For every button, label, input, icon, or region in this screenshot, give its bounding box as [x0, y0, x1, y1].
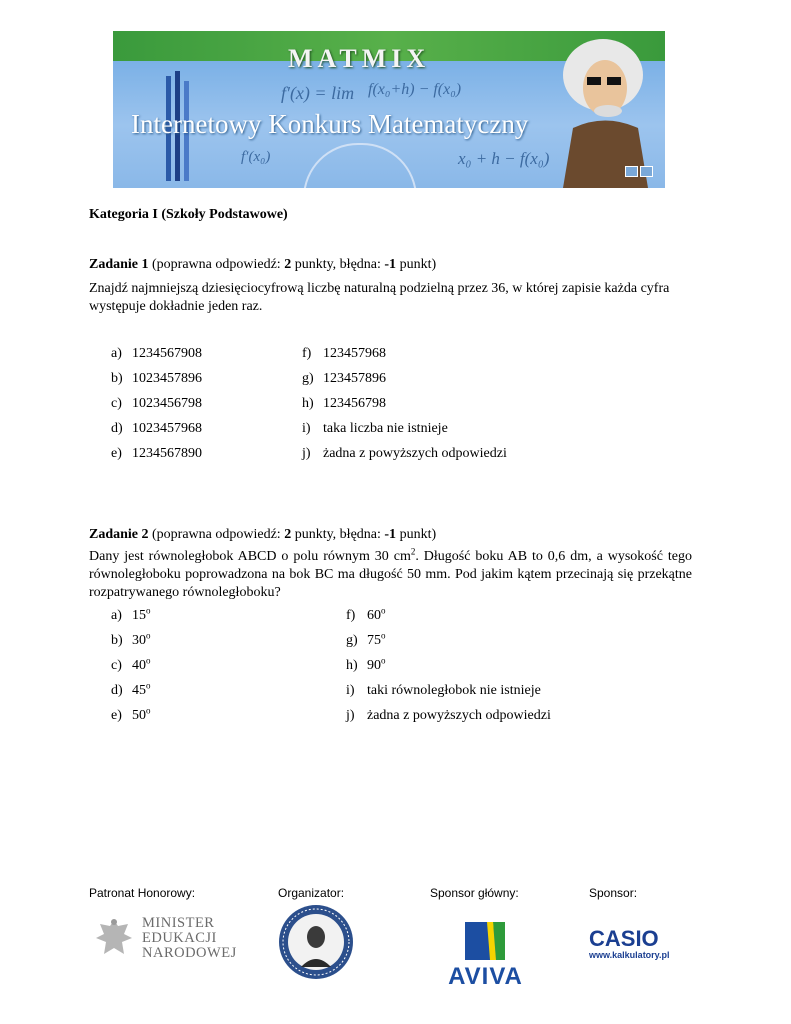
banner-nav-icons — [623, 164, 653, 182]
answer-option — [111, 395, 202, 413]
banner-formula: x₀ + h − f(x₀) — [458, 149, 550, 168]
degree-mark: o — [381, 630, 386, 641]
option-key: e) — [111, 708, 122, 723]
banner-formula: f′(x) = lim — [281, 83, 355, 103]
answer-option — [111, 657, 151, 675]
degree-mark: o — [146, 655, 151, 666]
mail-icon[interactable] — [625, 166, 638, 177]
option-value: żadna z powyższych odpowiedzi — [367, 708, 551, 723]
task2-heading — [89, 526, 689, 544]
task2-text-b: . Długość boku AB to 0,6 dm, a wysokość tego równoległoboku poprowadzona na bok BC ma długość 50 mm. Pod jakim kątem przecinają się przekątne rozpatrywanego równoległoboku? — [89, 549, 693, 600]
casio-wordmark: CASIO — [589, 926, 659, 951]
option-key: b) — [111, 371, 123, 386]
option-value: 1023456798 — [132, 396, 202, 411]
footer-label-sponsor: Sponsor: — [589, 886, 638, 900]
answer-option — [111, 682, 151, 700]
answer-option — [346, 607, 386, 625]
footer-label-main-sponsor: Sponsor główny: — [430, 886, 519, 900]
ministry-text — [142, 916, 237, 961]
option-value: 75 — [367, 633, 381, 648]
answer-option — [111, 632, 151, 650]
answer-option — [346, 682, 541, 700]
degree-mark: o — [381, 605, 386, 616]
protractor-icon — [303, 143, 417, 188]
aviva-logo[interactable] — [438, 918, 533, 990]
task1-title: Zadanie 1 — [89, 257, 149, 272]
header-banner — [113, 31, 665, 188]
answer-option — [111, 445, 202, 463]
option-key: d) — [111, 421, 123, 436]
option-key: d) — [111, 683, 123, 698]
points-text: punkty, błędna: — [291, 257, 385, 272]
casio-logo[interactable] — [589, 928, 694, 964]
option-key: g) — [302, 371, 314, 386]
eagle-emblem-icon — [94, 916, 134, 964]
option-value: 1023457896 — [132, 371, 202, 386]
points-text: punkty, błędna: — [291, 527, 385, 542]
option-value: 1234567908 — [132, 346, 202, 361]
points-text: punkt) — [396, 527, 437, 542]
option-value: 40 — [132, 658, 146, 673]
superscript: 2 — [410, 546, 416, 557]
answer-option — [302, 445, 507, 463]
ministry-logo[interactable] — [94, 916, 254, 966]
task2-question — [89, 548, 692, 602]
aviva-wordmark: AVIVA — [448, 963, 523, 990]
option-key: c) — [111, 658, 122, 673]
option-key: h) — [302, 396, 314, 411]
option-value: taki równoległobok nie istnieje — [367, 683, 541, 698]
answer-option — [111, 345, 202, 363]
ministry-line: EDUKACJI — [142, 930, 217, 946]
ministry-line: NARODOWEJ — [142, 945, 237, 961]
answer-option — [302, 395, 386, 413]
option-key: a) — [111, 608, 122, 623]
points-wrong: -1 — [384, 527, 397, 542]
ministry-line: MINISTER — [142, 915, 215, 931]
option-value: 1023457968 — [132, 421, 202, 436]
answer-option — [111, 607, 151, 625]
aviva-emblem-icon — [438, 918, 533, 964]
category-heading: Kategoria I (Szkoły Podstawowe) — [89, 207, 288, 222]
points-text: (poprawna odpowiedź: — [148, 257, 285, 272]
banner-formula: f′(x₀) — [241, 149, 271, 165]
option-value: 1234567890 — [132, 446, 202, 461]
option-key: a) — [111, 346, 122, 361]
banner-title: Internetowy Konkurs Matematyczny — [131, 109, 529, 139]
option-value: 123457896 — [323, 371, 386, 386]
home-icon[interactable] — [640, 166, 653, 177]
degree-mark: o — [146, 630, 151, 641]
option-value: 50 — [132, 708, 146, 723]
task2-title: Zadanie 2 — [89, 527, 149, 542]
option-key: g) — [346, 633, 358, 648]
task2-text-a: Dany jest równoległobok ABCD o polu równym 30 cm — [89, 549, 411, 564]
answer-option — [346, 707, 551, 725]
option-value: 30 — [132, 633, 146, 648]
option-key: i) — [346, 683, 355, 698]
option-key: f) — [346, 608, 356, 623]
option-key: h) — [346, 658, 358, 673]
casio-url: www.kalkulatory.pl — [589, 950, 670, 960]
option-key: b) — [111, 633, 123, 648]
school-seal-logo[interactable] — [277, 903, 355, 981]
task1-heading — [89, 256, 689, 274]
points-text: punkt) — [396, 257, 437, 272]
option-value: 123457968 — [323, 346, 386, 361]
option-value: 123456798 — [323, 396, 386, 411]
option-value: 60 — [367, 608, 381, 623]
points-correct: 2 — [284, 527, 292, 542]
answer-option — [346, 657, 386, 675]
matmix-logo: MATMIX — [288, 44, 431, 73]
answer-option — [111, 707, 151, 725]
answer-option — [302, 420, 448, 438]
answer-option — [302, 345, 386, 363]
answer-option — [302, 370, 386, 388]
degree-mark: o — [146, 680, 151, 691]
answer-option — [111, 370, 202, 388]
answer-option — [111, 420, 202, 438]
option-value: 90 — [367, 658, 381, 673]
points-text: (poprawna odpowiedź: — [148, 527, 285, 542]
degree-mark: o — [146, 705, 151, 716]
option-value: 45 — [132, 683, 146, 698]
answer-option — [346, 632, 386, 650]
footer-label-patron: Patronat Honorowy: — [89, 886, 196, 900]
banner-formula: f(x₀+h) − f(x₀) — [368, 81, 462, 98]
degree-mark: o — [146, 605, 151, 616]
option-key: f) — [302, 346, 312, 361]
points-correct: 2 — [284, 257, 292, 272]
option-value: żadna z powyższych odpowiedzi — [323, 446, 507, 461]
option-key: j) — [302, 446, 311, 461]
option-value: taka liczba nie istnieje — [323, 421, 448, 436]
option-key: c) — [111, 396, 122, 411]
degree-mark: o — [381, 655, 386, 666]
option-value: 15 — [132, 608, 146, 623]
task1-question: Znajdź najmniejszą dziesięciocyfrową liczbę naturalną podzielną przez 36, w której zapisie każda cyfra występuje dokładnie jeden raz. — [89, 281, 670, 314]
option-key: e) — [111, 446, 122, 461]
footer-label-organizer: Organizator: — [278, 886, 345, 900]
option-key: i) — [302, 421, 311, 436]
option-key: j) — [346, 708, 355, 723]
points-wrong: -1 — [384, 257, 397, 272]
